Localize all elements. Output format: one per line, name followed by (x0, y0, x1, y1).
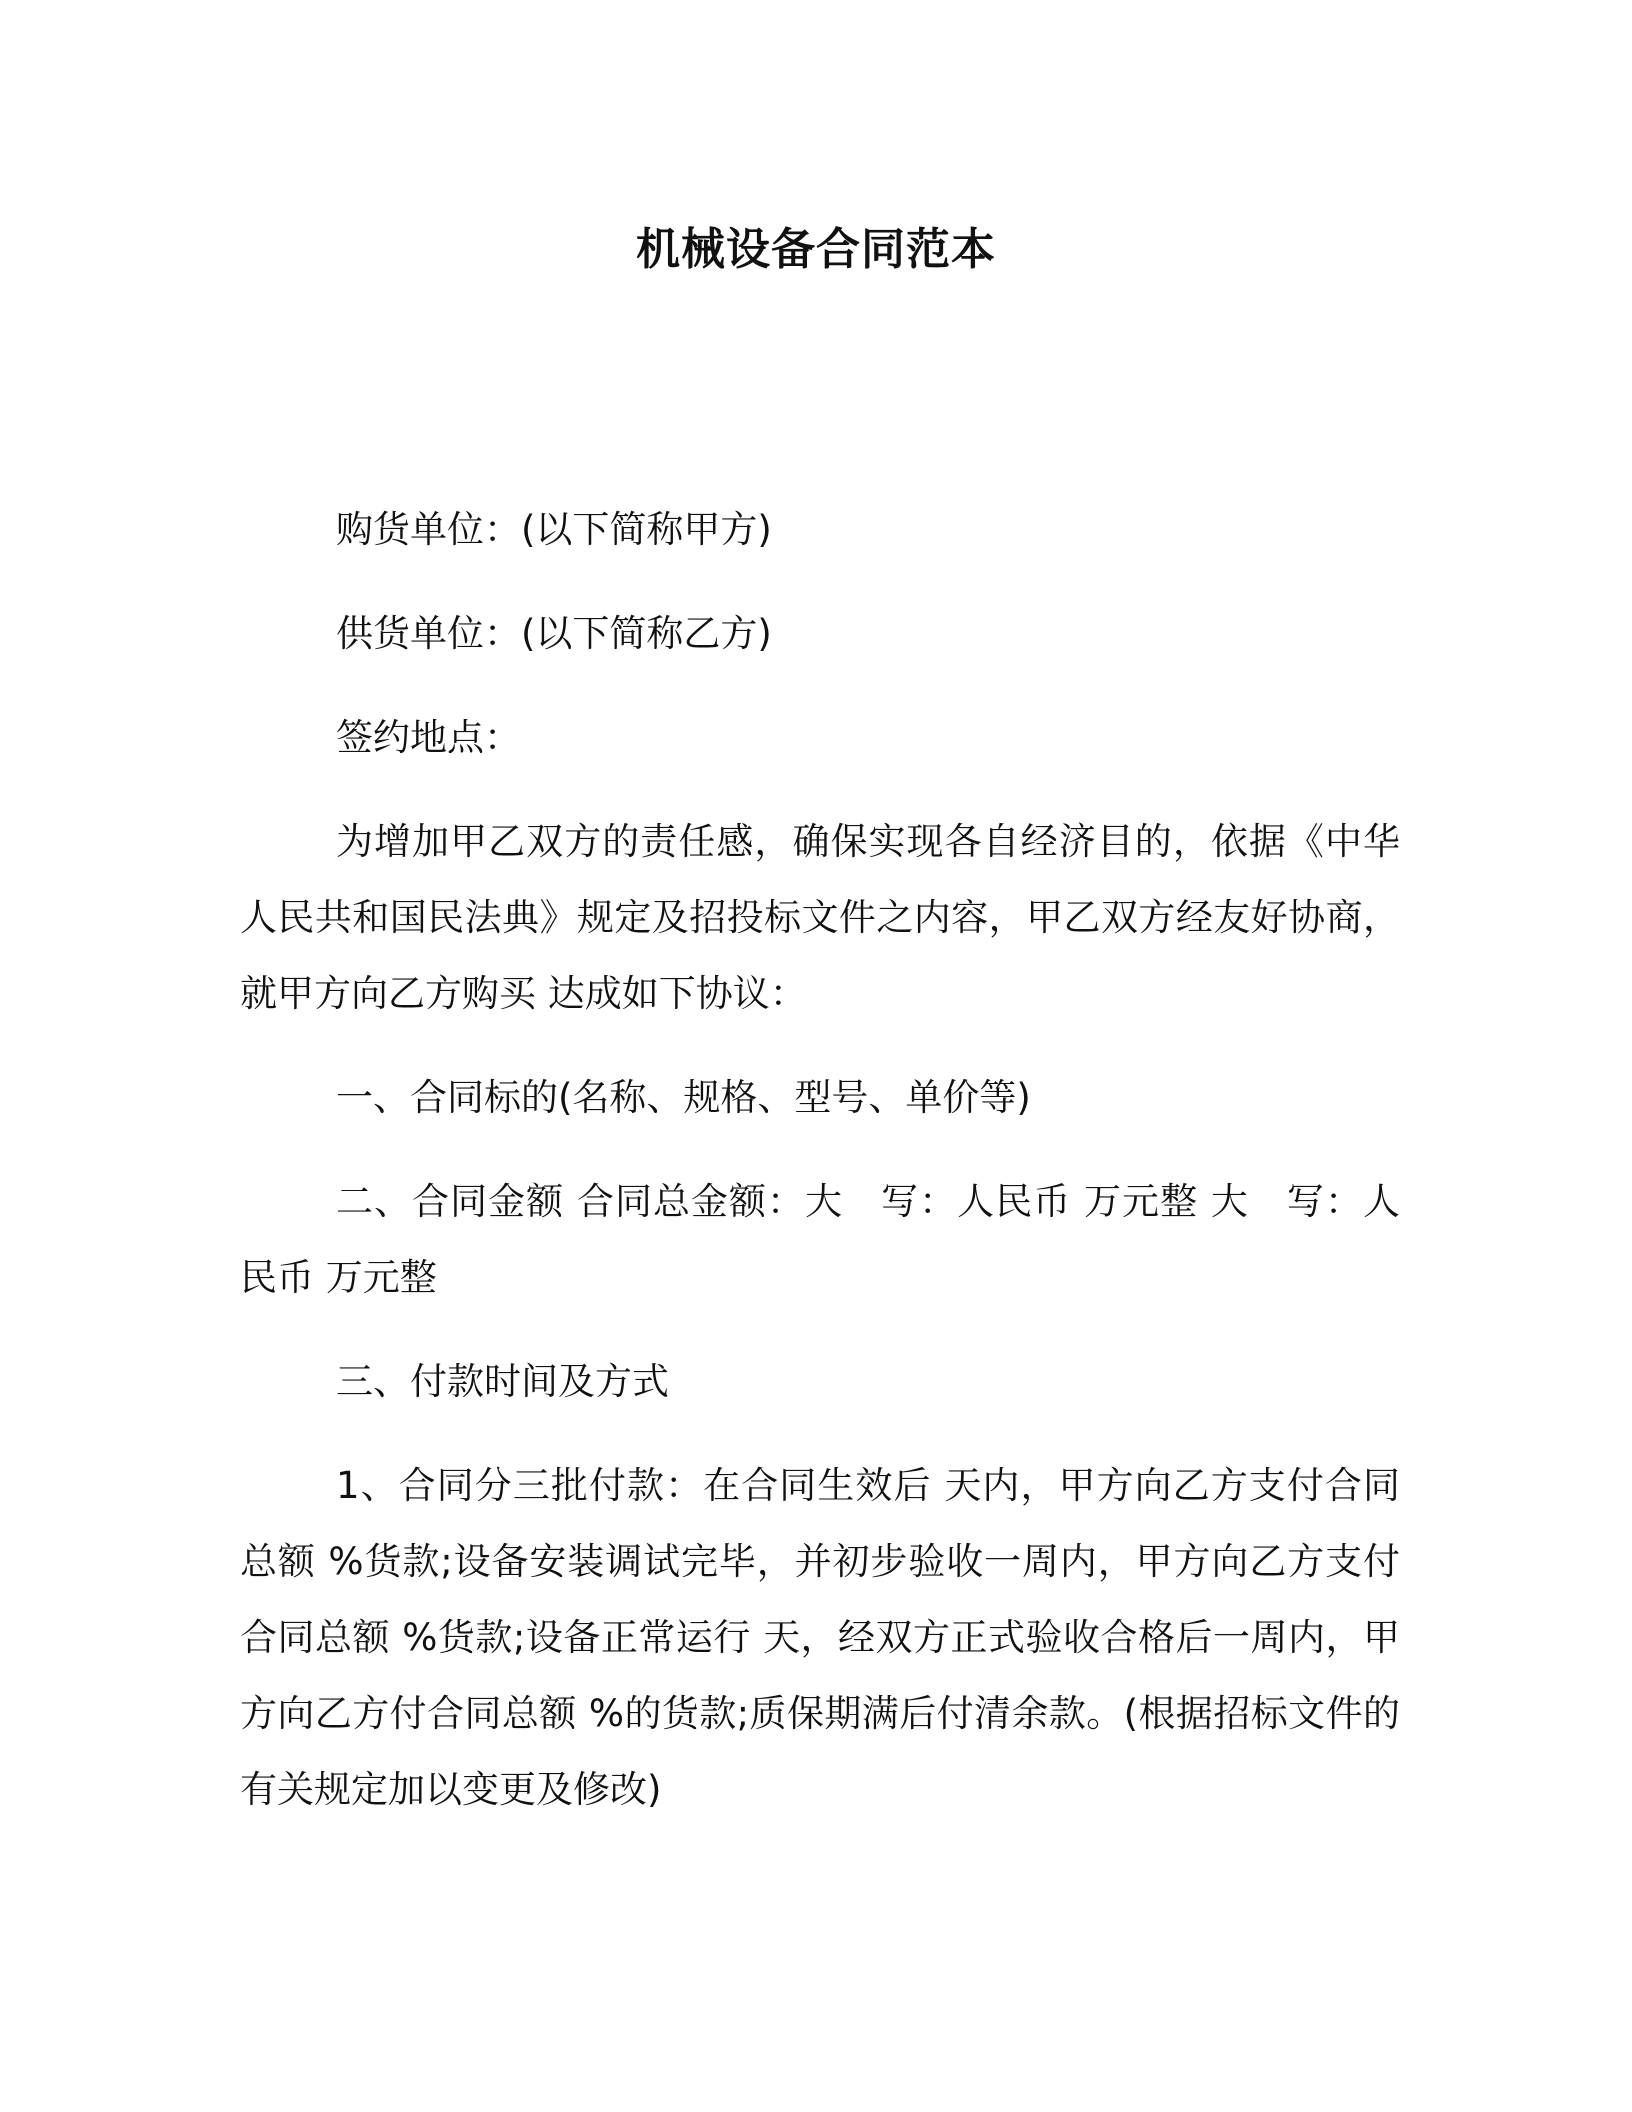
signing-place-line: 签约地点： (336, 716, 521, 759)
payment-clause-1: 1、合同分三批付款：在合同生效后 天内，甲方向乙方支付合同总额 %货款;设备安装调试完毕，并初步验收一周内，甲方向乙方支付合同总额 %货款;设备正常运行 天，经双方正式验收合格后一周内，甲方向乙方付合同总额 %的货款;质保期满后付清余款。(根据招标文件的有关规定加以变更及修改) (240, 1464, 1400, 1811)
document-body (240, 492, 1400, 1856)
section-payment-heading: 三、付款时间及方式 (336, 1360, 669, 1403)
document-title: 机械设备合同范本 (636, 224, 996, 275)
section-contract-amount: 二、合同金额 合同总金额：大 写：人民币 万元整 大 写：人民币 万元整 (240, 1180, 1400, 1299)
preamble-paragraph: 为增加甲乙双方的责任感，确保实现各自经济目的，依据《中华人民共和国民法典》规定及招投标文件之内容，甲乙双方经友好协商，就甲方向乙方购买 达成如下协议： (240, 820, 1400, 1015)
section-contract-subject: 一、合同标的(名称、规格、型号、单价等) (336, 1076, 1031, 1119)
supplier-unit-line: 供货单位：(以下简称乙方) (336, 612, 772, 655)
buyer-unit-line: 购货单位：(以下简称甲方) (336, 508, 772, 551)
